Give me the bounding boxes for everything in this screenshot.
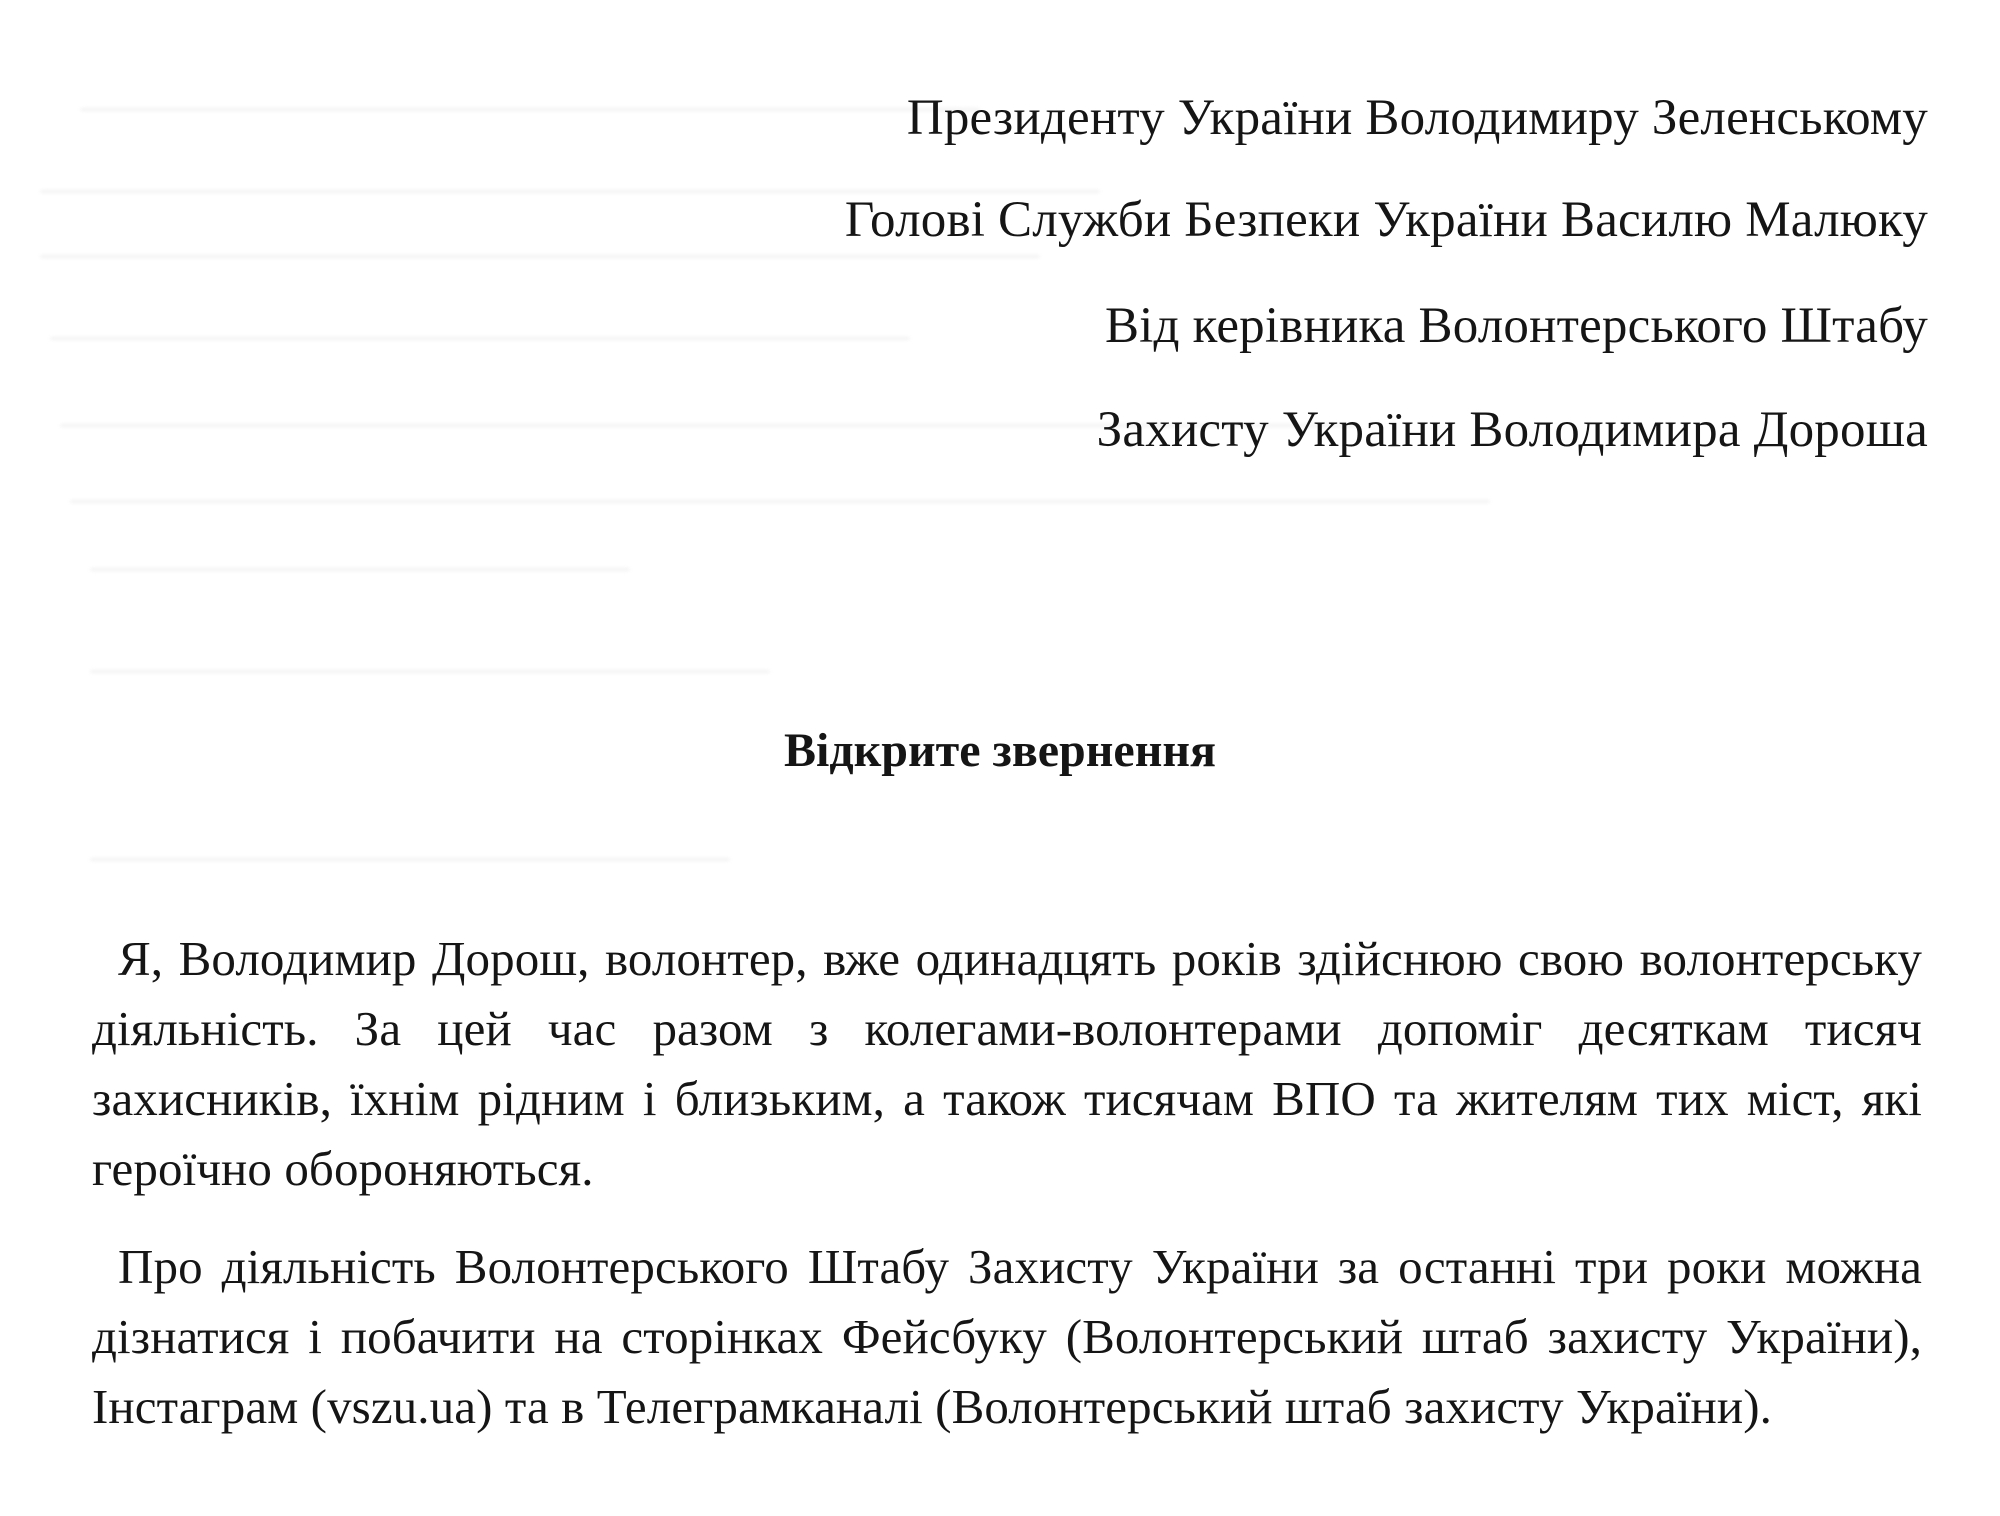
document-title: Відкрите звернення [784, 724, 1216, 777]
paragraph-2: Про діяльність Волонтерського Штабу Захисту України за останні три роки можна дізнатися і побачити на сторінках Фейсбуку (Волонтерський штаб захисту України), Інстаграм (vszu.ua) та в Телеграмканалі (Волонтерський штаб захисту України). [92, 1239, 1922, 1434]
addressee-line-4: Захисту України Володимира Дороша [1096, 402, 1928, 458]
scan-artifact [70, 500, 1490, 503]
paragraph-1: Я, Володимир Дорош, волонтер, вже одинадцять років здійснюю свою волонтерську діяльність. За цей час разом з колегами-волонтерами допоміг десяткам тисяч захисників, їхнім рідним і близьким, а також тисячам ВПО та жителям тих міст, які героїчно обороняються. [92, 931, 1922, 1196]
scan-artifact [80, 108, 980, 111]
addressee-line-2: Голові Служби Безпеки України Василю Малюку [844, 192, 1928, 248]
scan-artifact [90, 568, 630, 571]
addressee-line-3: Від керівника Волонтерського Штабу [1104, 298, 1928, 354]
addressee-line-1: Президенту України Володимиру Зеленському [906, 90, 1928, 146]
scan-artifact [40, 255, 1040, 258]
scan-artifact [50, 337, 910, 340]
scan-artifact [90, 858, 730, 861]
scan-artifact [90, 670, 770, 673]
